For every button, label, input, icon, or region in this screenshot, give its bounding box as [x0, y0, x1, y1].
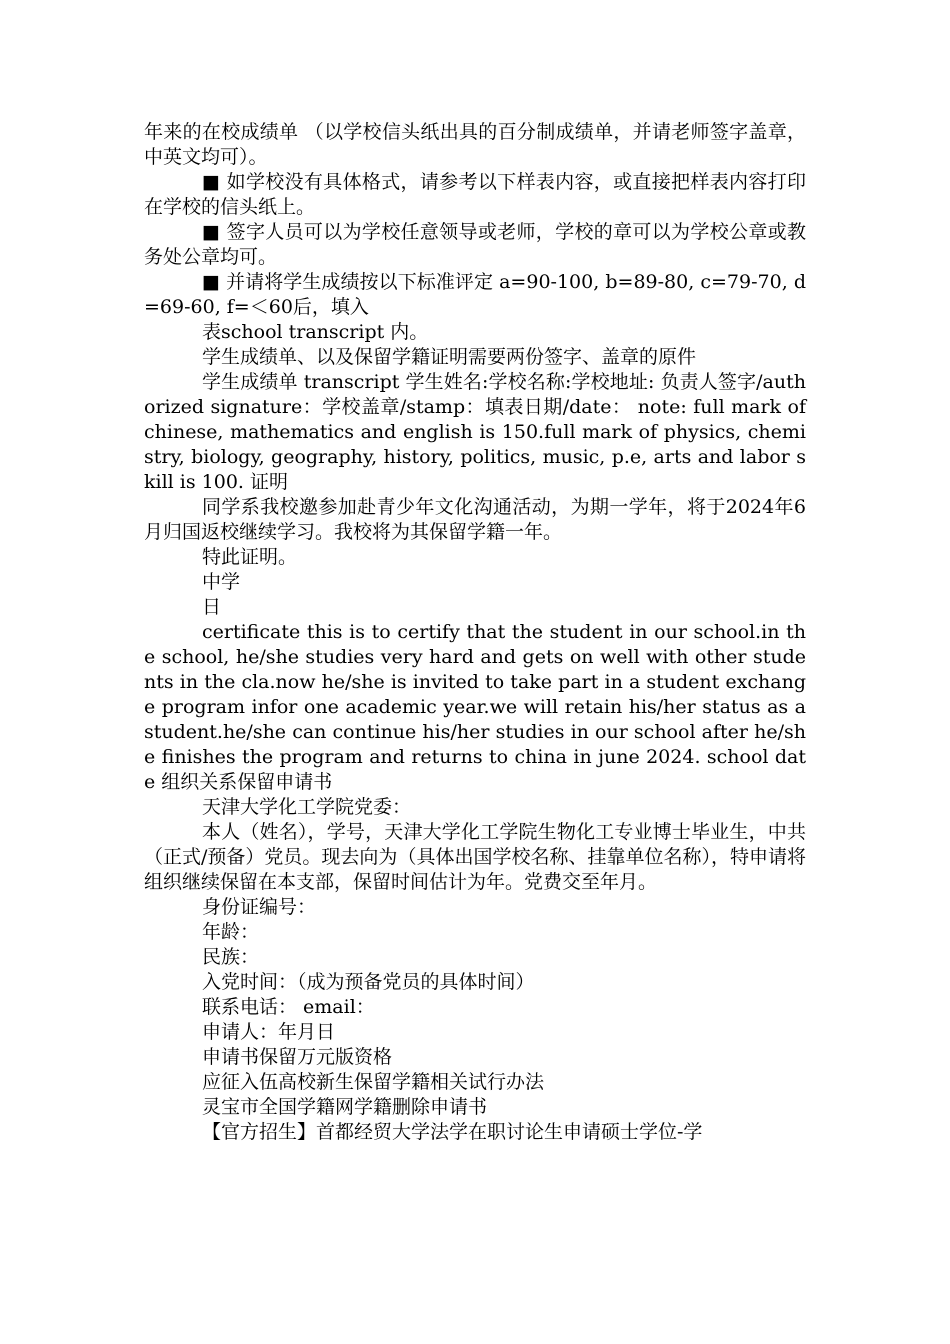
- paragraph-transcript-form: 学生成绩单 transcript 学生姓名:学校名称:学校地址: 负责人签字/authorized signature：学校盖章/stamp：填表日期/date： note: full mark of chinese, mathematics and english is 150.full mark of physics, chemistry, biology, geography, history, politics, music, p.e, arts and labor skill is 100. 证明: [144, 371, 806, 493]
- document-body: [144, 120, 806, 1145]
- related-link-3: 灵宝市全国学籍网学籍删除申请书: [202, 1096, 488, 1118]
- paragraph-signature-note: ■ 签字人员可以为学校任意领导或老师，学校的章可以为学校公章或教务处公章均可。: [144, 221, 806, 268]
- paragraph-application-body: 本人（姓名），学号，天津大学化工学院生物化工专业博士毕业生，中共（正式/预备）党员。现去向为（具体出国学校名称、挂靠单位名称），特申请将组织继续保留在本支部，保留时间估计为年。党费交至年月。: [144, 821, 806, 893]
- paragraph-grading-standard: ■ 并请将学生成绩按以下标准评定 a=90-100, b=89-80, c=79-70, d=69-60, f=＜60后，填入: [144, 271, 806, 318]
- paragraph-certificate-cn: 同学系我校邀参加赴青少年文化沟通活动，为期一学年，将于2024年6月归国返校继续学习。我校将为其保留学籍一年。: [144, 496, 806, 543]
- related-link-1: 申请书保留万元版资格: [202, 1046, 393, 1068]
- field-ethnicity: 民族：: [202, 946, 260, 968]
- paragraph-transcript-intro: 年来的在校成绩单 （以学校信头纸出具的百分制成绩单，并请老师签字盖章，中英文均可）。: [144, 121, 806, 168]
- paragraph-originals-required: 学生成绩单、以及保留学籍证明需要两份签字、盖章的原件: [202, 346, 697, 368]
- paragraph-addressee: 天津大学化工学院党委：: [202, 796, 412, 818]
- field-applicant-date: 申请人：年月日: [202, 1021, 336, 1043]
- field-id-number: 身份证编号：: [202, 896, 317, 918]
- related-link-4: 【官方招生】首都经贸大学法学在职讨论生申请硕士学位-学: [202, 1121, 703, 1143]
- paragraph-fill-table: 表school transcript 内。: [202, 321, 429, 343]
- field-party-join-date: 入党时间：（成为预备党员的具体时间）: [202, 971, 535, 993]
- paragraph-school-name: 中学: [202, 571, 241, 593]
- field-contact: 联系电话： email：: [202, 996, 375, 1018]
- paragraph-date: 日: [202, 596, 222, 618]
- paragraph-hereby-certify: 特此证明。: [202, 546, 298, 568]
- related-link-2: 应征入伍高校新生保留学籍相关试行办法: [202, 1071, 545, 1093]
- field-age: 年龄：: [202, 921, 260, 943]
- paragraph-certificate-en: certificate this is to certify that the student in our school.in the school, he/she studies very hard and gets on well with other students in the cla.now he/she is invited to take part in a student exchange program infor one academic year.we will retain his/her status as a student.he/she can continue his/her studies in our school after he/she finishes the program and returns to china in june 2024. school date 组织关系保留申请书: [144, 621, 806, 793]
- paragraph-format-note: ■ 如学校没有具体格式，请参考以下样表内容，或直接把样表内容打印在学校的信头纸上。: [144, 171, 806, 218]
